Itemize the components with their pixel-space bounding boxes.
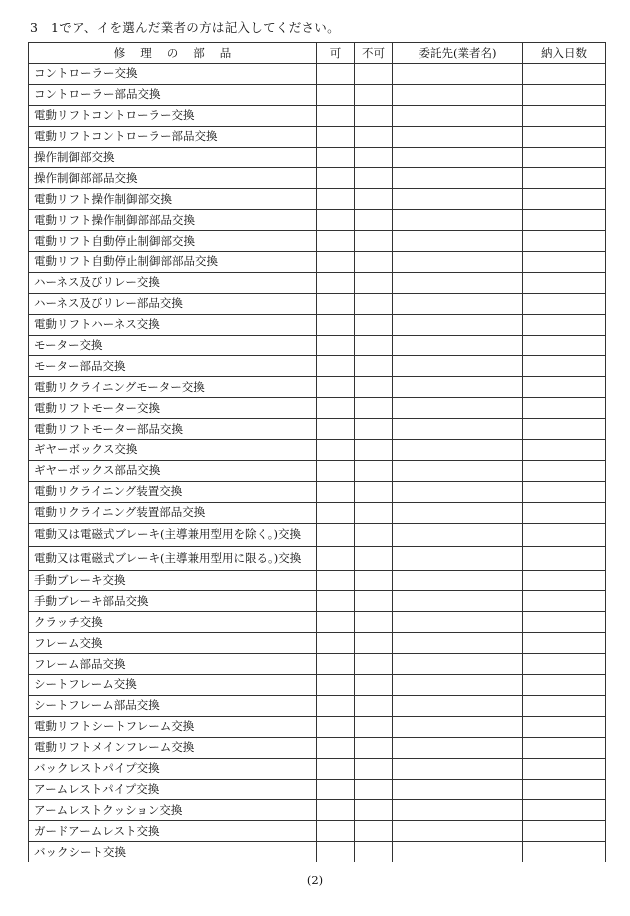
vendor-cell[interactable] <box>393 570 523 591</box>
vendor-cell[interactable] <box>393 502 523 523</box>
days-cell[interactable] <box>523 84 606 105</box>
table-row <box>29 523 606 547</box>
ng-cell[interactable] <box>355 481 393 502</box>
ng-cell[interactable] <box>355 821 393 842</box>
ok-cell[interactable] <box>317 64 355 85</box>
ok-cell[interactable] <box>317 695 355 716</box>
ng-cell[interactable] <box>355 377 393 398</box>
ok-cell[interactable] <box>317 821 355 842</box>
ok-cell[interactable] <box>317 356 355 377</box>
ng-cell[interactable] <box>355 356 393 377</box>
ok-cell[interactable] <box>317 189 355 210</box>
days-cell[interactable] <box>523 189 606 210</box>
days-cell[interactable] <box>523 335 606 356</box>
ng-cell[interactable] <box>355 419 393 440</box>
vendor-cell[interactable] <box>393 821 523 842</box>
part-name: 電動リフト操作制御部交換 <box>29 189 317 210</box>
ng-cell[interactable] <box>355 147 393 168</box>
vendor-cell[interactable] <box>393 633 523 654</box>
table-row <box>29 654 606 675</box>
repair-parts-table <box>28 42 606 862</box>
ng-cell[interactable] <box>355 570 393 591</box>
ng-cell[interactable] <box>355 231 393 252</box>
table-row <box>29 502 606 523</box>
part-name: 電動リフト自動停止制御部部品交換 <box>29 252 317 273</box>
days-cell[interactable] <box>523 147 606 168</box>
part-name: 電動リフトモーター交換 <box>29 398 317 419</box>
part-name: バックレストパイプ交換 <box>29 758 317 779</box>
vendor-cell[interactable] <box>393 252 523 273</box>
days-cell[interactable] <box>523 612 606 633</box>
ok-cell[interactable] <box>317 398 355 419</box>
part-name: モーター交換 <box>29 335 317 356</box>
ng-cell[interactable] <box>355 523 393 547</box>
vendor-cell[interactable] <box>393 654 523 675</box>
ng-cell[interactable] <box>355 293 393 314</box>
table-row <box>29 272 606 293</box>
table-row <box>29 675 606 696</box>
part-name: バックシート交換 <box>29 842 317 862</box>
part-name: 手動ブレーキ部品交換 <box>29 591 317 612</box>
table-row <box>29 377 606 398</box>
vendor-cell[interactable] <box>393 147 523 168</box>
days-cell[interactable] <box>523 398 606 419</box>
part-name: 電動リフト操作制御部部品交換 <box>29 210 317 231</box>
table-row <box>29 231 606 252</box>
table-row <box>29 210 606 231</box>
ok-cell[interactable] <box>317 481 355 502</box>
vendor-cell[interactable] <box>393 695 523 716</box>
part-name: アームレストパイプ交換 <box>29 779 317 800</box>
ok-cell[interactable] <box>317 570 355 591</box>
part-name: 電動リフトコントローラー交換 <box>29 105 317 126</box>
part-name: 電動リクライニングモーター交換 <box>29 377 317 398</box>
ok-cell[interactable] <box>317 272 355 293</box>
vendor-cell[interactable] <box>393 419 523 440</box>
days-cell[interactable] <box>523 502 606 523</box>
part-name: 電動リフトシートフレーム交換 <box>29 716 317 737</box>
part-name: 電動リフトメインフレーム交換 <box>29 737 317 758</box>
part-name: 電動リクライニング装置交換 <box>29 481 317 502</box>
ok-cell[interactable] <box>317 758 355 779</box>
ng-cell[interactable] <box>355 716 393 737</box>
vendor-cell[interactable] <box>393 356 523 377</box>
ng-cell[interactable] <box>355 272 393 293</box>
ng-cell[interactable] <box>355 168 393 189</box>
table-row <box>29 189 606 210</box>
days-cell[interactable] <box>523 460 606 481</box>
ok-cell[interactable] <box>317 84 355 105</box>
part-name: ギヤーボックス部品交換 <box>29 460 317 481</box>
days-cell[interactable] <box>523 126 606 147</box>
table-row <box>29 105 606 126</box>
vendor-cell[interactable] <box>393 231 523 252</box>
table-row <box>29 591 606 612</box>
part-name: 電動リクライニング装置部品交換 <box>29 502 317 523</box>
table-row <box>29 64 606 85</box>
days-cell[interactable] <box>523 440 606 461</box>
ok-cell[interactable] <box>317 800 355 821</box>
part-name: 手動ブレーキ交換 <box>29 570 317 591</box>
table-row <box>29 147 606 168</box>
days-cell[interactable] <box>523 695 606 716</box>
table-header-row <box>29 43 606 64</box>
vendor-cell[interactable] <box>393 591 523 612</box>
table-row <box>29 460 606 481</box>
table-row <box>29 737 606 758</box>
ng-cell[interactable] <box>355 591 393 612</box>
ok-cell[interactable] <box>317 502 355 523</box>
header-vendor: 委託先(業者名) <box>393 43 523 64</box>
ok-cell[interactable] <box>317 335 355 356</box>
vendor-cell[interactable] <box>393 612 523 633</box>
ok-cell[interactable] <box>317 252 355 273</box>
ok-cell[interactable] <box>317 779 355 800</box>
ok-cell[interactable] <box>317 716 355 737</box>
days-cell[interactable] <box>523 272 606 293</box>
vendor-cell[interactable] <box>393 64 523 85</box>
vendor-cell[interactable] <box>393 737 523 758</box>
header-days: 納入日数 <box>523 43 606 64</box>
ok-cell[interactable] <box>317 147 355 168</box>
ok-cell[interactable] <box>317 612 355 633</box>
ng-cell[interactable] <box>355 398 393 419</box>
table-row <box>29 800 606 821</box>
ok-cell[interactable] <box>317 654 355 675</box>
vendor-cell[interactable] <box>393 126 523 147</box>
ok-cell[interactable] <box>317 737 355 758</box>
days-cell[interactable] <box>523 377 606 398</box>
table-row <box>29 716 606 737</box>
days-cell[interactable] <box>523 570 606 591</box>
ok-cell[interactable] <box>317 547 355 571</box>
vendor-cell[interactable] <box>393 272 523 293</box>
ng-cell[interactable] <box>355 695 393 716</box>
header-ng: 不可 <box>355 43 393 64</box>
vendor-cell[interactable] <box>393 800 523 821</box>
part-name: 電動又は電磁式ブレーキ(主導兼用型用を除く。)交換 <box>29 523 317 547</box>
part-name: コントローラー部品交換 <box>29 84 317 105</box>
days-cell[interactable] <box>523 737 606 758</box>
ok-cell[interactable] <box>317 523 355 547</box>
ok-cell[interactable] <box>317 210 355 231</box>
part-name: 電動リフトコントローラー部品交換 <box>29 126 317 147</box>
table-row <box>29 779 606 800</box>
part-name: 電動又は電磁式ブレーキ(主導兼用型用に限る。)交換 <box>29 547 317 571</box>
table-row <box>29 612 606 633</box>
table-row <box>29 633 606 654</box>
days-cell[interactable] <box>523 800 606 821</box>
ng-cell[interactable] <box>355 460 393 481</box>
vendor-cell[interactable] <box>393 779 523 800</box>
part-name: ガードアームレスト交換 <box>29 821 317 842</box>
ok-cell[interactable] <box>317 231 355 252</box>
ok-cell[interactable] <box>317 460 355 481</box>
table-row <box>29 758 606 779</box>
part-name: コントローラー交換 <box>29 64 317 85</box>
days-cell[interactable] <box>523 64 606 85</box>
ng-cell[interactable] <box>355 547 393 571</box>
vendor-cell[interactable] <box>393 377 523 398</box>
part-name: 電動リフトモーター部品交換 <box>29 419 317 440</box>
days-cell[interactable] <box>523 210 606 231</box>
vendor-cell[interactable] <box>393 105 523 126</box>
ok-cell[interactable] <box>317 168 355 189</box>
part-name: シートフレーム交換 <box>29 675 317 696</box>
days-cell[interactable] <box>523 231 606 252</box>
ng-cell[interactable] <box>355 842 393 862</box>
part-name: シートフレーム部品交換 <box>29 695 317 716</box>
part-name: 操作制御部交換 <box>29 147 317 168</box>
ng-cell[interactable] <box>355 252 393 273</box>
ok-cell[interactable] <box>317 314 355 335</box>
days-cell[interactable] <box>523 252 606 273</box>
ng-cell[interactable] <box>355 189 393 210</box>
days-cell[interactable] <box>523 675 606 696</box>
ok-cell[interactable] <box>317 440 355 461</box>
ng-cell[interactable] <box>355 335 393 356</box>
table-row <box>29 481 606 502</box>
table-row <box>29 570 606 591</box>
vendor-cell[interactable] <box>393 335 523 356</box>
ng-cell[interactable] <box>355 126 393 147</box>
table-row <box>29 398 606 419</box>
vendor-cell[interactable] <box>393 189 523 210</box>
ok-cell[interactable] <box>317 591 355 612</box>
days-cell[interactable] <box>523 168 606 189</box>
days-cell[interactable] <box>523 293 606 314</box>
ng-cell[interactable] <box>355 440 393 461</box>
vendor-cell[interactable] <box>393 842 523 862</box>
days-cell[interactable] <box>523 633 606 654</box>
ng-cell[interactable] <box>355 800 393 821</box>
ng-cell[interactable] <box>355 502 393 523</box>
part-name: クラッチ交換 <box>29 612 317 633</box>
days-cell[interactable] <box>523 842 606 862</box>
part-name: ギヤーボックス交換 <box>29 440 317 461</box>
table-row <box>29 419 606 440</box>
ng-cell[interactable] <box>355 105 393 126</box>
days-cell[interactable] <box>523 105 606 126</box>
part-name: 電動リフト自動停止制御部交換 <box>29 231 317 252</box>
days-cell[interactable] <box>523 523 606 547</box>
ok-cell[interactable] <box>317 633 355 654</box>
ng-cell[interactable] <box>355 654 393 675</box>
table-row <box>29 168 606 189</box>
part-name: 電動リフトハーネス交換 <box>29 314 317 335</box>
table-row <box>29 356 606 377</box>
part-name: ハーネス及びリレー交換 <box>29 272 317 293</box>
table-row <box>29 84 606 105</box>
ng-cell[interactable] <box>355 675 393 696</box>
part-name: 操作制御部部品交換 <box>29 168 317 189</box>
part-name: フレーム交換 <box>29 633 317 654</box>
table-row <box>29 314 606 335</box>
table-row <box>29 126 606 147</box>
part-name: フレーム部品交換 <box>29 654 317 675</box>
vendor-cell[interactable] <box>393 168 523 189</box>
table-row <box>29 293 606 314</box>
ok-cell[interactable] <box>317 675 355 696</box>
days-cell[interactable] <box>523 356 606 377</box>
days-cell[interactable] <box>523 654 606 675</box>
ng-cell[interactable] <box>355 84 393 105</box>
table-row <box>29 695 606 716</box>
ng-cell[interactable] <box>355 210 393 231</box>
table-row <box>29 821 606 842</box>
days-cell[interactable] <box>523 547 606 571</box>
ok-cell[interactable] <box>317 377 355 398</box>
vendor-cell[interactable] <box>393 675 523 696</box>
part-name: ハーネス及びリレー部品交換 <box>29 293 317 314</box>
vendor-cell[interactable] <box>393 293 523 314</box>
ok-cell[interactable] <box>317 126 355 147</box>
header-ok: 可 <box>317 43 355 64</box>
ng-cell[interactable] <box>355 779 393 800</box>
ok-cell[interactable] <box>317 105 355 126</box>
part-name: アームレストクッション交換 <box>29 800 317 821</box>
header-item: 修理の部品 <box>29 43 317 64</box>
table-row <box>29 440 606 461</box>
vendor-cell[interactable] <box>393 547 523 571</box>
vendor-cell[interactable] <box>393 398 523 419</box>
table-row <box>29 252 606 273</box>
vendor-cell[interactable] <box>393 758 523 779</box>
vendor-cell[interactable] <box>393 523 523 547</box>
days-cell[interactable] <box>523 481 606 502</box>
days-cell[interactable] <box>523 821 606 842</box>
vendor-cell[interactable] <box>393 210 523 231</box>
vendor-cell[interactable] <box>393 460 523 481</box>
days-cell[interactable] <box>523 758 606 779</box>
vendor-cell[interactable] <box>393 716 523 737</box>
days-cell[interactable] <box>523 314 606 335</box>
ng-cell[interactable] <box>355 633 393 654</box>
days-cell[interactable] <box>523 716 606 737</box>
vendor-cell[interactable] <box>393 440 523 461</box>
table-row <box>29 335 606 356</box>
ok-cell[interactable] <box>317 419 355 440</box>
ok-cell[interactable] <box>317 842 355 862</box>
ng-cell[interactable] <box>355 64 393 85</box>
section-heading: 3 1でア、イを選んだ業者の方は記入してください。 <box>30 20 340 35</box>
table-row <box>29 547 606 571</box>
ok-cell[interactable] <box>317 293 355 314</box>
ng-cell[interactable] <box>355 758 393 779</box>
days-cell[interactable] <box>523 419 606 440</box>
vendor-cell[interactable] <box>393 314 523 335</box>
ng-cell[interactable] <box>355 314 393 335</box>
ng-cell[interactable] <box>355 737 393 758</box>
ng-cell[interactable] <box>355 612 393 633</box>
vendor-cell[interactable] <box>393 84 523 105</box>
days-cell[interactable] <box>523 591 606 612</box>
days-cell[interactable] <box>523 779 606 800</box>
part-name: モーター部品交換 <box>29 356 317 377</box>
page-number: (2) <box>306 873 324 887</box>
table-row <box>29 842 606 862</box>
vendor-cell[interactable] <box>393 481 523 502</box>
